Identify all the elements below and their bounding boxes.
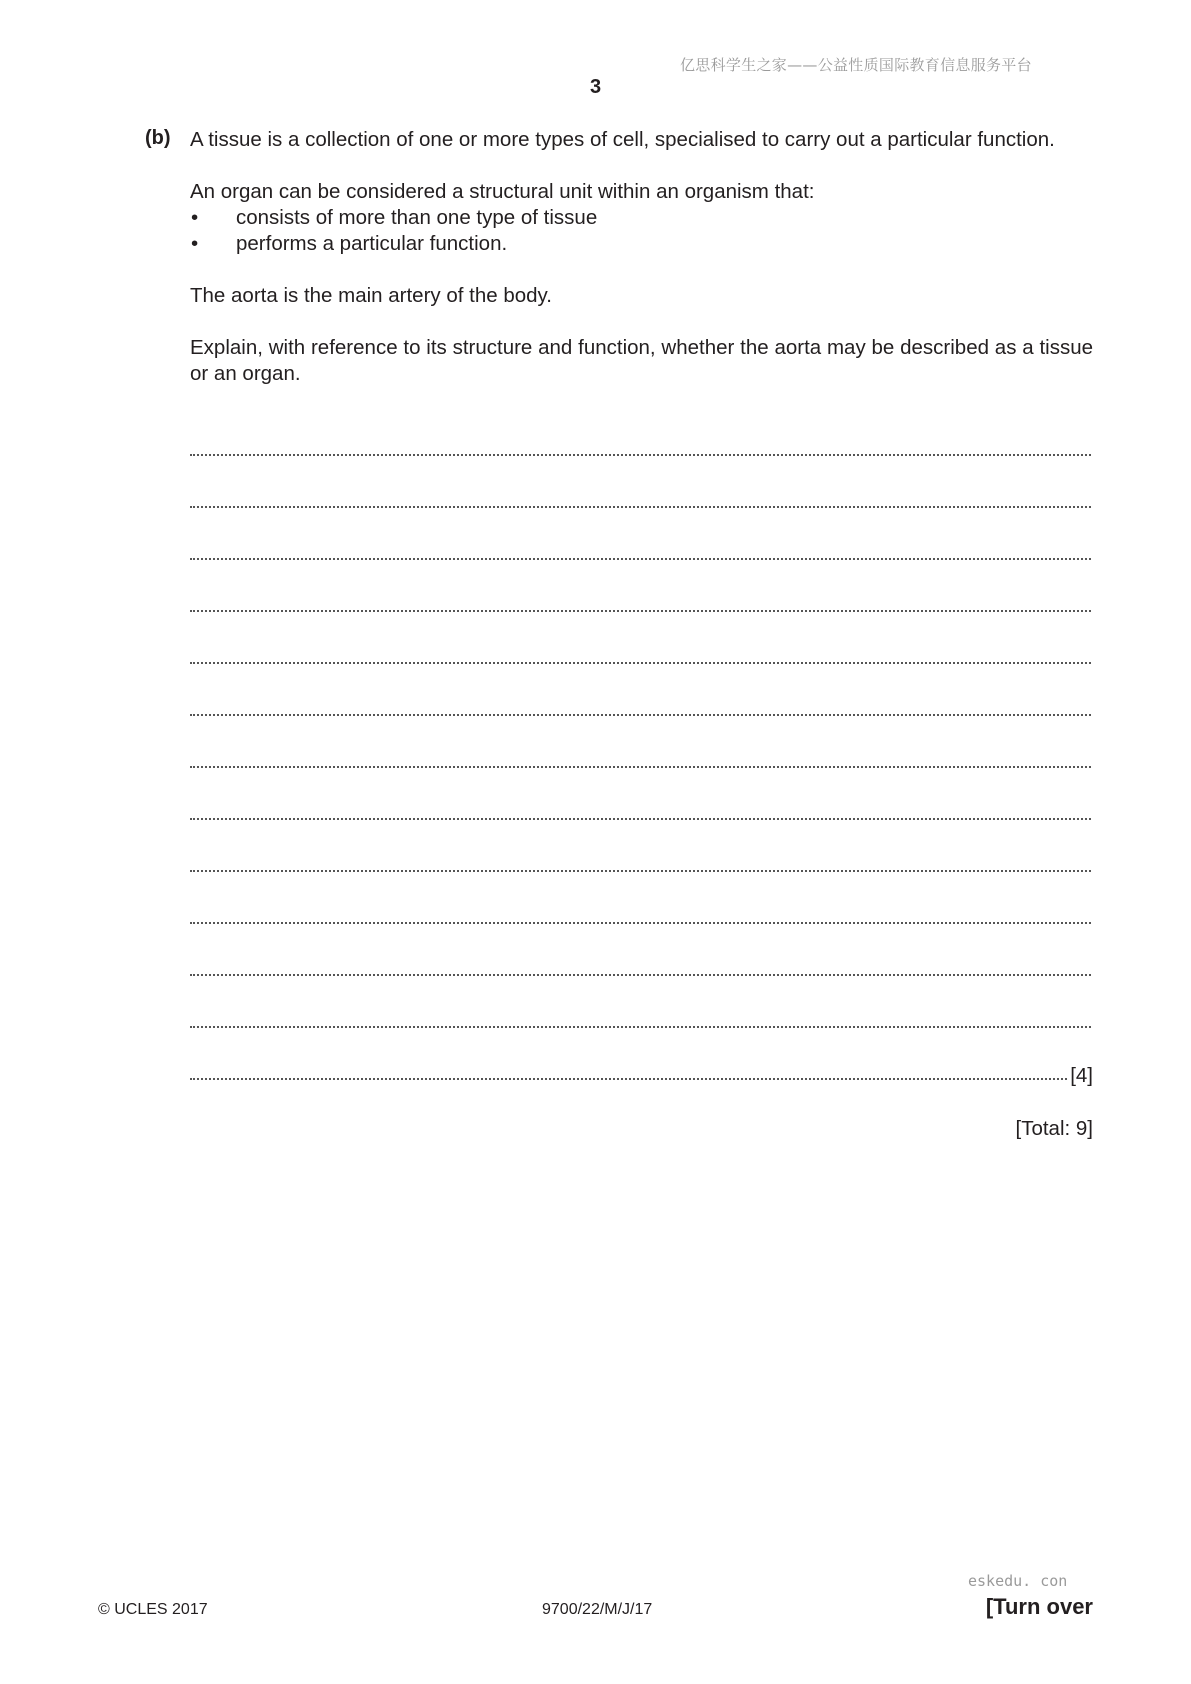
answer-line[interactable] bbox=[190, 644, 1093, 696]
answer-line[interactable] bbox=[190, 436, 1093, 488]
answer-line[interactable] bbox=[190, 956, 1093, 1008]
answer-line[interactable] bbox=[190, 488, 1093, 540]
answer-line[interactable] bbox=[190, 540, 1093, 592]
page-number: 3 bbox=[589, 76, 602, 98]
answer-line[interactable] bbox=[190, 1060, 1093, 1112]
answer-line[interactable] bbox=[190, 592, 1093, 644]
answer-line[interactable] bbox=[190, 852, 1093, 904]
bullet-text: consists of more than one type of tissue bbox=[236, 206, 598, 229]
answer-line[interactable] bbox=[190, 800, 1093, 852]
bullet-text: performs a particular function. bbox=[236, 232, 508, 255]
turn-over: [Turn over bbox=[985, 1594, 1093, 1619]
answer-line[interactable] bbox=[190, 748, 1093, 800]
bullet-icon: • bbox=[191, 232, 199, 255]
answer-area[interactable] bbox=[190, 436, 1093, 1112]
answer-line[interactable] bbox=[190, 1008, 1093, 1060]
answer-line[interactable] bbox=[190, 696, 1093, 748]
aorta-statement: The aorta is the main artery of the body. bbox=[190, 284, 552, 307]
footer-watermark: eskedu. con bbox=[968, 1572, 1068, 1590]
header-watermark: 亿思科学生之家——公益性质国际教育信息服务平台 bbox=[680, 56, 1032, 74]
organ-definition: An organ can be considered a structural unit within an organism that: bbox=[190, 180, 815, 203]
question-total: [Total: 9] bbox=[1015, 1117, 1093, 1140]
tissue-definition: A tissue is a collection of one or more types of cell, specialised to carry out a particular function. bbox=[190, 128, 1055, 151]
question-body bbox=[190, 127, 1093, 387]
bullet-item bbox=[190, 205, 1093, 231]
bullet-icon: • bbox=[191, 206, 199, 229]
copyright: © UCLES 2017 bbox=[98, 1601, 208, 1618]
bullet-item bbox=[190, 231, 1093, 257]
question-label: (b) bbox=[145, 127, 171, 149]
marks-allocation: [4] bbox=[1070, 1064, 1093, 1087]
question-instruction: Explain, with reference to its structure and function, whether the aorta may be described as a tissue or an organ. bbox=[190, 336, 1093, 385]
answer-line[interactable] bbox=[190, 904, 1093, 956]
paper-code: 9700/22/M/J/17 bbox=[542, 1601, 653, 1618]
